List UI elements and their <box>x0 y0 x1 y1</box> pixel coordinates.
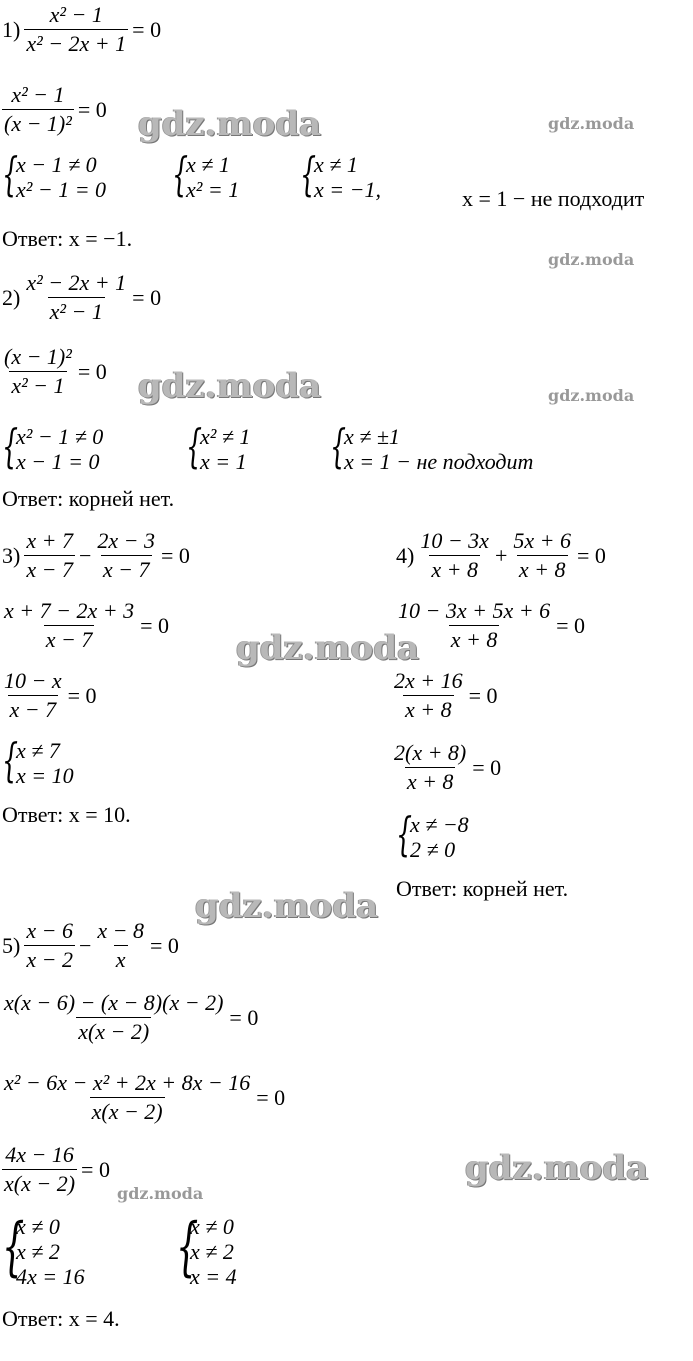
rhs: = 0 <box>161 542 190 568</box>
system-line: 4x = 16 <box>16 1264 85 1289</box>
p5-step2 <box>2 990 258 1045</box>
p2-system-2 <box>186 419 251 474</box>
p1-system-2 <box>172 147 240 202</box>
numerator: x² − 1 <box>49 2 103 27</box>
p1-note: x = 1 − не подходит <box>462 186 645 211</box>
denominator: x² − 2x + 1 <box>26 31 127 56</box>
fraction <box>2 344 74 399</box>
problem-label: 3) <box>2 542 21 568</box>
p2-equation <box>2 270 161 325</box>
fraction <box>24 2 128 57</box>
denominator: x + 8 <box>406 769 454 794</box>
system-line: x = −1, <box>314 177 381 202</box>
rhs: = 0 <box>140 612 169 638</box>
brace-icon: { <box>2 147 19 201</box>
numerator: 10 − 3x <box>420 528 489 553</box>
numerator: 2x − 3 <box>97 528 155 553</box>
numerator: x² − 6x − x² + 2x + 8x − 16 <box>4 1070 251 1095</box>
fraction <box>2 990 225 1045</box>
rhs: = 0 <box>577 542 606 568</box>
operator: + <box>494 542 508 568</box>
denominator: x + 8 <box>405 697 452 722</box>
denominator: x + 8 <box>518 557 566 582</box>
fraction <box>2 598 136 653</box>
p2-answer: Ответ: корней нет. <box>2 486 175 511</box>
system-line: x = 1 <box>200 449 247 474</box>
denominator: x − 2 <box>26 947 73 972</box>
p2-system-3 <box>330 419 534 474</box>
numerator: x − 8 <box>97 918 144 943</box>
brace-icon: { <box>2 733 19 787</box>
system-line: x − 1 ≠ 0 <box>16 152 97 177</box>
system-line: x ≠ 1 <box>314 152 358 177</box>
rhs: = 0 <box>77 358 107 384</box>
p3-answer: Ответ: x = 10. <box>2 802 131 827</box>
numerator: x² − 2x + 1 <box>26 270 127 295</box>
rhs: = 0 <box>77 96 107 122</box>
numerator: x(x − 6) − (x − 8)(x − 2) <box>4 990 224 1015</box>
system-line: x ≠ 0 <box>16 1214 60 1239</box>
numerator: 5x + 6 <box>513 528 571 553</box>
system-line: x − 1 = 0 <box>16 449 100 474</box>
fraction <box>24 528 75 583</box>
system-line: x² − 1 = 0 <box>16 177 107 202</box>
p4-step4 <box>392 740 501 795</box>
rhs: = 0 <box>132 16 162 42</box>
p5-system-1 <box>2 1210 85 1289</box>
problem-label: 5) <box>2 932 21 958</box>
watermark: gdz.moda <box>548 386 635 405</box>
watermark: gdz.moda <box>236 628 420 668</box>
numerator: x + 7 − 2x + 3 <box>4 598 135 623</box>
p5-equation <box>2 918 179 973</box>
numerator: 2x + 16 <box>394 668 463 693</box>
fraction <box>392 668 465 723</box>
denominator: x + 8 <box>450 627 498 652</box>
system-line: x² ≠ 1 <box>200 424 251 449</box>
p2-step2 <box>2 344 107 399</box>
fraction <box>24 270 128 325</box>
watermark: gdz.moda <box>117 1184 204 1203</box>
p4-equation <box>396 528 606 583</box>
brace-icon: { <box>172 147 189 201</box>
p2-system-1 <box>2 419 104 474</box>
denominator: x − 7 <box>45 627 93 652</box>
p1-step2 <box>2 82 107 137</box>
rhs: = 0 <box>229 1004 259 1030</box>
system-line: x² = 1 <box>186 177 240 202</box>
fraction <box>2 1142 77 1197</box>
numerator: x² − 1 <box>11 82 65 107</box>
system-line: x = 10 <box>16 763 74 788</box>
brace-icon: { <box>176 1210 199 1284</box>
numerator: 10 − x <box>4 668 62 693</box>
watermark: gdz.moda <box>195 886 379 926</box>
p3-equation <box>2 528 190 583</box>
p3-system <box>2 733 74 788</box>
system-line: x ≠ 7 <box>16 738 60 763</box>
watermark: gdz.moda <box>548 250 635 269</box>
fraction <box>392 740 468 795</box>
rhs: = 0 <box>150 932 179 958</box>
denominator: x − 7 <box>26 557 73 582</box>
watermark: gdz.moda <box>138 104 322 144</box>
fraction <box>2 668 64 723</box>
rhs: = 0 <box>556 612 585 638</box>
numerator: 4x − 16 <box>5 1142 74 1167</box>
fraction <box>418 528 491 583</box>
problem-label: 2) <box>2 284 21 310</box>
p3-step3 <box>2 668 97 723</box>
numerator: 2(x + 8) <box>394 740 467 765</box>
p1-answer: Ответ: x = −1. <box>2 226 133 251</box>
fraction <box>95 528 157 583</box>
denominator: (x − 1)² <box>4 111 72 136</box>
numerator: (x − 1)² <box>4 344 72 369</box>
fraction <box>95 918 146 973</box>
denominator: x(x − 2) <box>4 1171 76 1196</box>
operator: − <box>78 542 92 568</box>
rhs: = 0 <box>472 754 502 780</box>
fraction <box>511 528 573 583</box>
brace-icon: { <box>300 147 317 201</box>
p5-answer: Ответ: x = 4. <box>2 1306 120 1331</box>
p1-system-3 <box>300 147 381 202</box>
system-line: x ≠ 0 <box>190 1214 234 1239</box>
p3-step2 <box>2 598 169 653</box>
fraction <box>396 598 552 653</box>
system-line: x ≠ 2 <box>190 1239 234 1264</box>
brace-icon: { <box>2 1210 25 1284</box>
numerator: x − 6 <box>26 918 73 943</box>
system-line: x ≠ −8 <box>410 812 469 837</box>
numerator: 10 − 3x + 5x + 6 <box>398 598 551 623</box>
rhs: = 0 <box>256 1084 286 1110</box>
watermark: gdz.moda <box>548 114 635 133</box>
system-line: x ≠ 2 <box>16 1239 60 1264</box>
system-line: x² − 1 ≠ 0 <box>16 424 104 449</box>
denominator: x² − 1 <box>49 299 103 324</box>
p1-equation <box>2 2 161 57</box>
brace-icon: { <box>186 419 203 473</box>
p4-answer: Ответ: корней нет. <box>396 876 569 901</box>
fraction <box>24 918 75 973</box>
p5-step4 <box>2 1142 110 1197</box>
problem-label: 1) <box>2 16 21 42</box>
system-line: x ≠ ±1 <box>344 424 400 449</box>
denominator: x + 8 <box>431 557 478 582</box>
system-line: 2 ≠ 0 <box>410 837 456 862</box>
numerator: x + 7 <box>26 528 73 553</box>
fraction <box>2 82 74 137</box>
watermark: gdz.moda <box>138 366 322 406</box>
rhs: = 0 <box>468 682 498 708</box>
rhs: = 0 <box>132 284 162 310</box>
denominator: x² − 1 <box>11 373 65 398</box>
watermark: gdz.moda <box>465 1148 649 1188</box>
brace-icon: { <box>2 419 19 473</box>
p5-system-2 <box>176 1210 237 1289</box>
system-line: x = 4 <box>190 1264 237 1289</box>
rhs: = 0 <box>81 1156 110 1182</box>
fraction <box>2 1070 252 1125</box>
brace-icon: { <box>396 807 413 861</box>
p5-step3 <box>2 1070 285 1125</box>
rhs: = 0 <box>67 682 97 708</box>
denominator: x − 7 <box>102 557 150 582</box>
denominator: x <box>115 947 126 972</box>
denominator: x(x − 2) <box>91 1099 163 1124</box>
denominator: x(x − 2) <box>78 1019 150 1044</box>
system-line: x ≠ 1 <box>186 152 230 177</box>
p4-step3 <box>392 668 498 723</box>
denominator: x − 7 <box>9 697 57 722</box>
p4-system <box>396 807 469 862</box>
p1-system-1 <box>2 147 107 202</box>
brace-icon: { <box>330 419 347 473</box>
problem-label: 4) <box>396 542 415 568</box>
operator: − <box>78 932 92 958</box>
system-line: x = 1 − не подходит <box>344 449 534 474</box>
p4-step2 <box>396 598 585 653</box>
